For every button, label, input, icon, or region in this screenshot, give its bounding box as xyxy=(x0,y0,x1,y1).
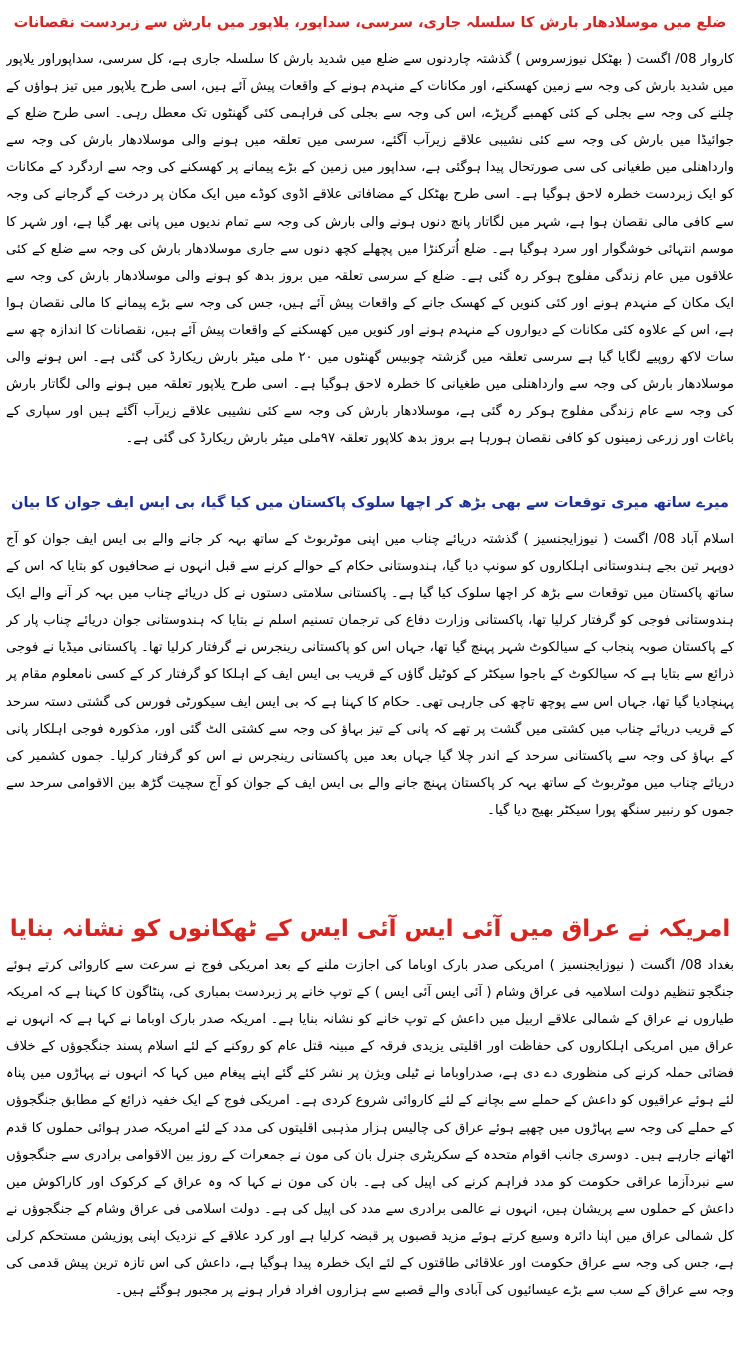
article-body-bsf-jawan: اسلام آباد 08/ اگست ( نیوزایجنسیز ) گذشتہ دریائے چناب میں اپنی موٹربوٹ کے ساتھ بہہ کر جانے والے بی ایس ایف جوان کو آج دوپہر تین بجے ہندوستانی اہلکاروں کو سونپ دیا گیا، ہندوستانی حکام کے حوالے کرنے سے قبل انہوں نے صحافیوں کو بتایا کہ اس کے ساتھ پاکستان میں توقعات سے بڑھ کر اچھا سلوک کیا گیا ہے۔ پاکستانی سلامتی دستوں نے کل دریائے چناب میں بہہ کر آنے والے ایک ہندوستانی فوجی کو گرفتار کرلیا تھا، پاکستانی وزارت دفاع کی ترجمان تسنیم اسلم نے بتایا کہ ہندوستانی جوان دریائے چناب پار کر کے پاکستان صوبہ پنجاب کے سیالکوٹ شہر پہنچ گیا تھا، جہاں اس کو پاکستانی رینجرس نے گرفتار کرلیا تھا۔ پاکستانی میڈیا نے فوجی ذرائع سے بتایا ہے کہ سیالکوٹ کے باجوا سیکٹر کے کوٹیل گاؤں کے قریب بی ایس ایف کے اہلکا کو گرفتار کر کے کسی نامعلوم مقام پر پہنچادیا گیا تھا، جہاں اس سے پوچھ تاچھ کی جارہی تھی۔ حکام کا کہنا ہے کہ بی ایس ایف سیکورٹی فورس کی گشتی دستہ سرحد کے قریب دریائے چناب میں کشتی میں گشت پر تھے کہ پانی کے تیز بہاؤ کی وجہ سے کشتی الٹ گئی اور، مذکورہ فوجی اہلکار پانی کے بہاؤ کی وجہ سے پاکستانی سرحد کے اندر چلا گیا جہاں بعد میں پاکستانی رینجرس نے اس کو گرفتار کرلیا۔ جموں کشمیر کی دریائے چناب میں موٹربوٹ کے ساتھ بہہ کر پاکستان پہنچ جانے والے بی ایس ایف کے جوان کو آج سچیت گڑھ بین الاقوامی سرحد سے جموں کو رنبیر سنگھ پورا سیکٹر بھیج دیا گیا۔ xyxy=(6,532,734,818)
headline-us-iraq: امریکہ نے عراق میں آئی ایس آئی ایس کے ٹھکانوں کو نشانہ بنایا xyxy=(9,916,731,942)
article-body-us-iraq: بغداد 08/ اگست ( نیوزایجنسیز ) امریکی صدر بارک اوباما کی اجازت ملنے کے بعد امریکی فوج نے سرعت سے کاروائی کرتے ہوئے جنگجو تنظیم دولت اسلامیہ فی عراق وشام ( آئی ایس آئی ایس ) کے توپ خانے پر زبردست بمباری کی، پنٹاگون کا کہنا ہے کہ امریکہ طیاروں نے عراق کے شمالی علاقے اربیل میں داعش کے توپ خانے کو نشانہ بنایا ہے۔ امریکہ صدر بارک اوباما نے کہا ہے کہ انہوں نے عراق میں امریکی اہلکاروں کی حفاظت اور اقلیتی یزیدی فرقہ کے مبینہ قتل عام کو روکنے کے لئے اسلام پسند جنگجوؤں کے خلاف فضائی حملہ کرنے کی منظوری دے دی ہے، صدراوباما نے ٹیلی ویژن پر نشر کئے گئے اپنے پیغام میں کہا کہ انہوں نے پہاڑوں میں پناہ لئے ہوئے عراقیوں کو داعش کے حملے سے بچانے کے لئے کاروائی شروع کردی ہے۔ امریکی فوج کے ایک خفیہ ذرائع کے مطابق جنگجوؤں کے حملے کی وجہ سے پہاڑوں میں چھپے ہوئے عراق کی چالیس ہزار مذہبی اقلیتوں کی مدد کے لئے امریکہ صدر ہوائی حملوں کا قدم اٹھانے جارہے ہیں۔ دوسری جانب اقوام متحدہ کے سکریٹری جنرل بان کی مون نے جمعرات کے روز بین الاقوامی برادری سے جنگجوؤں سے نبردآزما عراقی حکومت کو مدد فراہم کرنے کی اپیل کی ہے۔ بان کی مون نے کہا کہ وہ عراق کے کرکوک اور کاراکوش میں داعش کے حملوں سے پریشان ہیں، انہوں نے عالمی برادری سے مدد کی اپیل کی ہے۔ دولت اسلامی فی عراق وشام کے جنگجوؤں نے کل شمالی عراق میں اپنا دائرہ وسیع کرتے ہوئے مزید قصبوں پر قبضہ کرلیا ہے اور کرد علاقے کے نزدیک اپنی پوزیشن مستحکم کرلی ہے، جس کی وجہ سے عراق حکومت اور علاقائی طاقتوں کے لئے ایک خطرہ پیدا ہوگیا ہے، داعش کی اس تازہ ترین پیش قدمی کی وجہ سے عراق کے سب سے بڑے عیسائیوں کی آبادی والے قصبے سے ہزاروں افراد فرار ہونے پر مجبور ہوگئے ہیں۔ xyxy=(6,958,734,1299)
article-body-rain-news: کاروار 08/ اگست ( بھٹکل نیوزسروس ) گذشتہ چاردنوں سے ضلع میں شدید بارش کا سلسلہ جاری ہے، کل سرسی، سداپوراور یلاپور میں شدید بارش کی وجہ سے زمین کھسکنے، اور مکانات کے منہدم ہونے کے واقعات پیش آئے ہیں، اسی طرح یلاپور میں تیز ہواؤں کے چلنے کی وجہ سے بجلی کے کئی کھمبے گرپڑے، اس کی وجہ سے بجلی کی فراہمی کئی گھنٹوں تک معطل رہی۔ اسی طرح ضلع کے جوائیڈا میں بارش کی وجہ سے کئی نشیبی علاقے زیرآب آگئے، سرسی میں تعلقہ میں ہونے والی موسلادھار بارش کی وجہ سے وارداھنلی میں طغیانی کی سی صورتحال پیدا ہوگئی ہے، سداپور میں زمین کے بڑے پیمانے پر کھسکنے کی وجہ سے اردگرد کے مکانات کو ایک زبردست خطرہ لاحق ہوگیا ہے۔ اسی طرح بھٹکل کے مضافاتی علاقے اڈوی کوڈے میں ایک مکان پر درخت کے گرجانے کی وجہ سے کافی مالی نقصان ہوا ہے، شہر میں لگاتار پانچ دنوں ہونے والی بارش کی وجہ سے تمام ندیوں میں پانی بھر گیا ہے، اور شہر کا موسم انتہائی خوشگوار اور سرد ہوگیا ہے۔ ضلع اُترکنڑا میں پچھلے کچھ دنوں سے جاری موسلادھار بارش کی وجہ سے ضلع کے کئی علاقوں میں عام زندگی مفلوج ہوکر رہ گئی ہے۔ ضلع کے سرسی تعلقہ میں بروز بدھ کو ہونے والی موسلادھار بارش کی وجہ سے ایک مکان کے منہدم ہونے اور کئی کنویں کے کھسک جانے کے واقعات پیش آئے ہیں، جس کی وجہ سے بڑے پیمانے کا مالی نقصان ہوا ہے، اس کے علاوہ کئی مکانات کے دیواروں کے منہدم ہونے اور کنویں میں کھسکنے کے واقعات پیش آئے ہیں، نقصانات کا اندازہ چھ سے سات لاکھ روپیے لگایا گیا ہے سرسی تعلقہ میں گزشتہ چوبیس گھنٹوں میں ۲۰ ملی میٹر بارش ریکارڈ کی گئی ہے۔ اس ہونے والی موسلادھار بارش کی وجہ سے وارداھنلی میں طغیانی کا خطرہ لاحق ہوگیا ہے۔ اسی طرح یلاپور تعلقہ میں ہونے والی لگاتار بارش کی وجہ سے عام زندگی مفلوج ہوکر رہ گئی ہے، موسلادھار بارش کی وجہ سے کئی نشیبی علاقے زیرآب آگئے ہیں اور سپاری کے باغات اور زرعی زمینوں کو کافی نقصان ہورہا ہے بروز بدھ کلاپور تعلقہ ۹۷ملی میٹر بارش ریکارڈ کی گئی ہے۔ xyxy=(6,52,734,447)
headline-bsf-jawan: میرے ساتھ میری توقعات سے بھی بڑھ کر اچھا سلوک پاکستان میں کیا گیا، بی ایس ایف جوان کا بیان xyxy=(11,495,729,511)
headline-rain-news: ضلع میں موسلادھار بارش کا سلسلہ جاری، سرسی، سداپور، یلاپور میں بارش سے زبردست نقصانات xyxy=(13,15,727,31)
